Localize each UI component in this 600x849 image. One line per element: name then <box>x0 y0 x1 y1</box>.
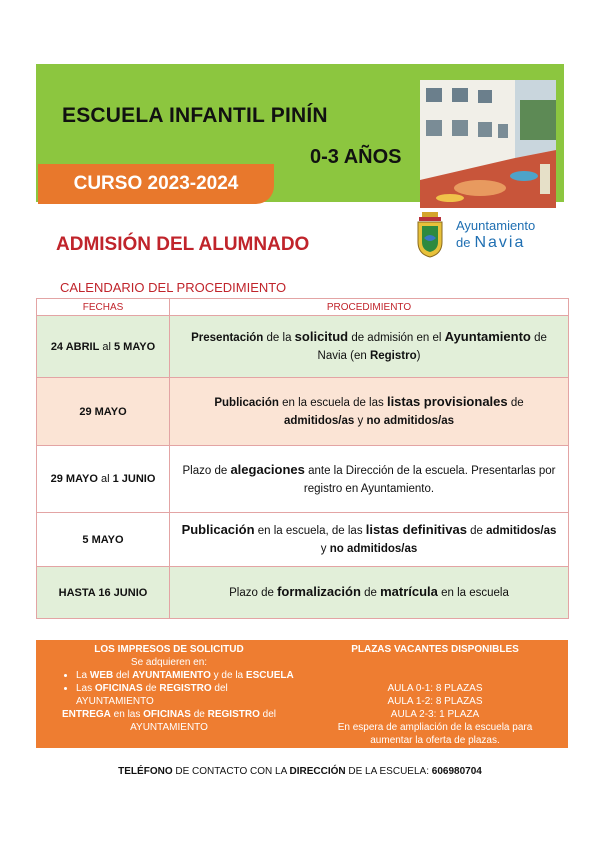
vacancy-line: AULA 0-1: 8 PLAZAS <box>387 683 483 694</box>
school-name: ESCUELA INFANTIL PINÍN <box>62 104 328 127</box>
table-row <box>37 513 569 567</box>
table-row <box>37 378 569 446</box>
logo-text-navia: de Navia <box>456 234 526 251</box>
contact-line: TELÉFONO DE CONTACTO CON LA DIRECCIÓN DE LA ESCUELA: 606980704 <box>118 766 482 777</box>
table-row <box>37 316 569 378</box>
table-row <box>37 446 569 513</box>
vacancies-section <box>302 640 568 747</box>
table-row <box>37 567 569 619</box>
logo-text-ayuntamiento: Ayuntamiento <box>456 218 536 233</box>
list-item: • La WEB del AYUNTAMIENTO y de la ESCUELA <box>76 669 302 682</box>
vacancy-line: AULA 2-3: 1 PLAZA <box>390 709 480 720</box>
age-range: 0-3 AÑOS <box>310 146 402 168</box>
row-procedure: Publicación en la escuela de las listas provisionales de admitidos/as y no admitidos/as <box>170 378 569 446</box>
ayuntamiento-navia-logo <box>416 208 566 260</box>
row-procedure: Publicación en la escuela, de las listas definitivas de admitidos/as y no admitidos/as <box>170 513 569 567</box>
column-header-procedure: PROCEDIMIENTO <box>170 299 569 316</box>
row-date: 29 MAYO <box>37 378 170 446</box>
row-procedure: Plazo de formalización de matrícula en la escuela <box>170 567 569 619</box>
forms-list <box>36 669 302 708</box>
delivery-note: ENTREGA en las OFICINAS de REGISTRO del AYUNTAMIENTO <box>62 709 276 733</box>
calendar-title: CALENDARIO DEL PROCEDIMIENTO <box>60 280 287 295</box>
application-forms-section <box>36 640 302 734</box>
row-date: 29 MAYO al 1 JUNIO <box>37 446 170 513</box>
row-procedure: Plazo de alegaciones ante la Dirección de la escuela. Presentarlas por registro en Ayuntamiento. <box>170 446 569 513</box>
coat-of-arms-icon <box>416 212 444 258</box>
vacancies-heading: PLAZAS VACANTES DISPONIBLES <box>351 644 519 655</box>
expansion-note: En espera de ampliación de la escuela para aumentar la oferta de plazas. <box>337 722 533 746</box>
course-year-tab: CURSO 2023-2024 <box>38 164 274 204</box>
row-date: 5 MAYO <box>37 513 170 567</box>
page-title: ADMISIÓN DEL ALUMNADO <box>56 234 310 255</box>
row-date: 24 ABRIL al 5 MAYO <box>37 316 170 378</box>
info-panel <box>36 640 568 748</box>
procedure-calendar-table <box>36 298 569 619</box>
column-header-dates: FECHAS <box>37 299 170 316</box>
row-date: HASTA 16 JUNIO <box>37 567 170 619</box>
school-building-photo <box>420 80 556 208</box>
list-item: • Las OFICINAS de REGISTRO del AYUNTAMIENTO <box>76 682 302 708</box>
vacancy-line: AULA 1-2: 8 PLAZAS <box>387 696 483 707</box>
forms-intro: Se adquieren en: <box>130 657 208 668</box>
forms-heading: LOS IMPRESOS DE SOLICITUD <box>94 644 244 655</box>
row-procedure: Presentación de la solicitud de admisión en el Ayuntamiento de Navia (en Registro) <box>170 316 569 378</box>
